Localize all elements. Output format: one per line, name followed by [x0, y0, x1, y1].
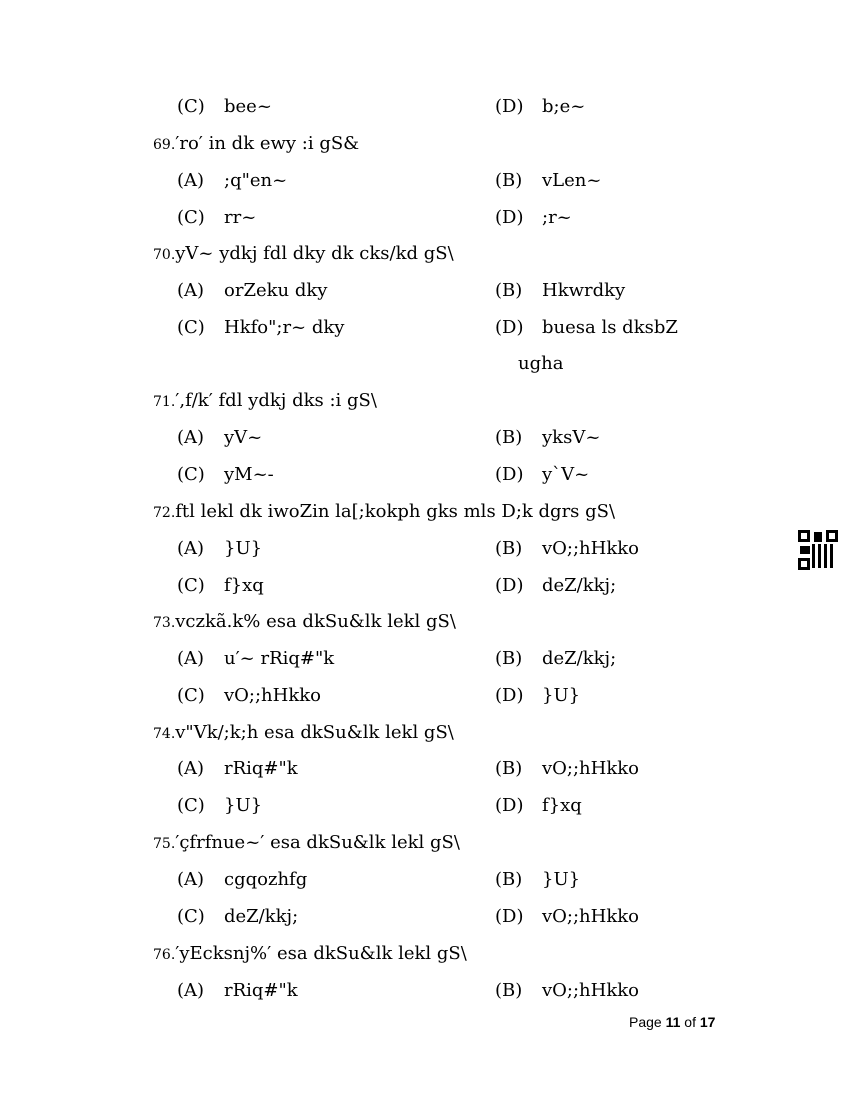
option-letter: (A)	[177, 280, 205, 301]
footer-sep: of	[684, 1014, 696, 1030]
footer-prefix: Page	[629, 1014, 662, 1030]
question	[153, 610, 456, 635]
option-letter: (B)	[495, 427, 523, 448]
question-number: 72.	[153, 505, 176, 521]
option-text: rRiq#"k	[224, 758, 298, 779]
question-text: ′,f/k′ fdl ydkj dks :i gS\	[175, 390, 377, 411]
question-number: 73.	[153, 615, 176, 631]
option-text: }U}	[224, 795, 263, 816]
page-footer	[629, 1014, 715, 1030]
option-text: f}xq	[542, 795, 582, 816]
question-text: v"Vk/;k;h esa dkSu&lk lekl gS\	[175, 722, 454, 743]
option-text: }U}	[224, 538, 263, 559]
option-letter: (C)	[177, 685, 205, 706]
option-letter: (B)	[495, 980, 523, 1001]
option-text: yksV~	[542, 427, 601, 448]
option-letter: (C)	[177, 207, 205, 228]
option-letter: (D)	[495, 685, 524, 706]
option-letter: (C)	[177, 575, 205, 596]
option-text: f}xq	[224, 575, 264, 596]
option-letter: (B)	[495, 869, 523, 890]
question-number: 70.	[153, 247, 176, 263]
option-letter: (C)	[177, 795, 205, 816]
option-text: deZ/kkj;	[542, 575, 617, 596]
option-letter: (B)	[495, 538, 523, 559]
option-letter: (D)	[495, 207, 524, 228]
option-letter: (C)	[177, 317, 205, 338]
question	[153, 831, 460, 856]
option-letter: (D)	[495, 317, 524, 338]
option-letter: (A)	[177, 170, 205, 191]
footer-current-page: 11	[665, 1014, 681, 1030]
option-letter: (C)	[177, 906, 205, 927]
question-text: ′ro′ in dk ewy :i gS&	[175, 133, 360, 154]
option-letter: (D)	[495, 96, 524, 117]
option-text: bee~	[224, 96, 272, 117]
option-text: b;e~	[542, 96, 586, 117]
question-text: ′çfrfnue~′ esa dkSu&lk lekl gS\	[175, 832, 460, 853]
option-letter: (C)	[177, 464, 205, 485]
option-text: deZ/kkj;	[224, 906, 299, 927]
option-text: cgqozhfg	[224, 869, 308, 890]
question-number: 74.	[153, 726, 176, 742]
option-letter: (B)	[495, 758, 523, 779]
footer-total-pages: 17	[699, 1014, 716, 1030]
question-text: vczkã.k% esa dkSu&lk lekl gS\	[175, 611, 456, 632]
option-text: deZ/kkj;	[542, 648, 617, 669]
option-text: vLen~	[542, 170, 602, 191]
option-letter: (D)	[495, 906, 524, 927]
question-number: 71.	[153, 394, 176, 410]
option-letter: (D)	[495, 464, 524, 485]
option-text: vO;;hHkko	[542, 538, 639, 559]
option-letter: (A)	[177, 538, 205, 559]
option-letter: (C)	[177, 96, 205, 117]
option-text: yM~-	[224, 464, 274, 485]
question	[153, 942, 467, 967]
option-letter: (D)	[495, 575, 524, 596]
option-text: ;r~	[542, 207, 572, 228]
option-text: rr~	[224, 207, 257, 228]
option-text: buesa ls dksbZ	[542, 317, 678, 338]
option-text: vO;;hHkko	[542, 758, 639, 779]
question-text: ftl lekl dk iwoZin la[;kokph gks mls D;k dgrs gS\	[175, 501, 616, 522]
option-text: u′~ rRiq#"k	[224, 648, 335, 669]
option-text: vO;;hHkko	[542, 980, 639, 1001]
option-text: yV~	[224, 427, 263, 448]
option-letter: (A)	[177, 758, 205, 779]
question	[153, 721, 454, 746]
question	[153, 132, 359, 157]
option-text: Hkfo";r~ dky	[224, 317, 345, 338]
option-text: orZeku dky	[224, 280, 328, 301]
question-number: 76.	[153, 947, 176, 963]
option-letter: (B)	[495, 170, 523, 191]
question-text: ′yEcksnj%′ esa dkSu&lk lekl gS\	[175, 943, 467, 964]
option-text: ;q"en~	[224, 170, 288, 191]
question	[153, 242, 454, 267]
option-text: }U}	[542, 869, 581, 890]
question-number: 69.	[153, 137, 176, 153]
option-text: Hkwrdky	[542, 280, 626, 301]
question	[153, 389, 377, 414]
option-text: vO;;hHkko	[224, 685, 321, 706]
option-text: }U}	[542, 685, 581, 706]
option-letter: (D)	[495, 795, 524, 816]
option-letter: (B)	[495, 280, 523, 301]
option-text: y`V~	[542, 464, 590, 485]
option-letter: (A)	[177, 869, 205, 890]
question-text: yV~ ydkj fdl dky dk cks/kd gS\	[175, 243, 454, 264]
question	[153, 500, 615, 525]
option-letter: (A)	[177, 648, 205, 669]
option-continuation: ugha	[518, 353, 564, 374]
option-letter: (A)	[177, 427, 205, 448]
option-text: rRiq#"k	[224, 980, 298, 1001]
question-number: 75.	[153, 836, 176, 852]
option-letter: (A)	[177, 980, 205, 1001]
qr-code-icon	[798, 530, 838, 570]
option-letter: (B)	[495, 648, 523, 669]
option-text: vO;;hHkko	[542, 906, 639, 927]
